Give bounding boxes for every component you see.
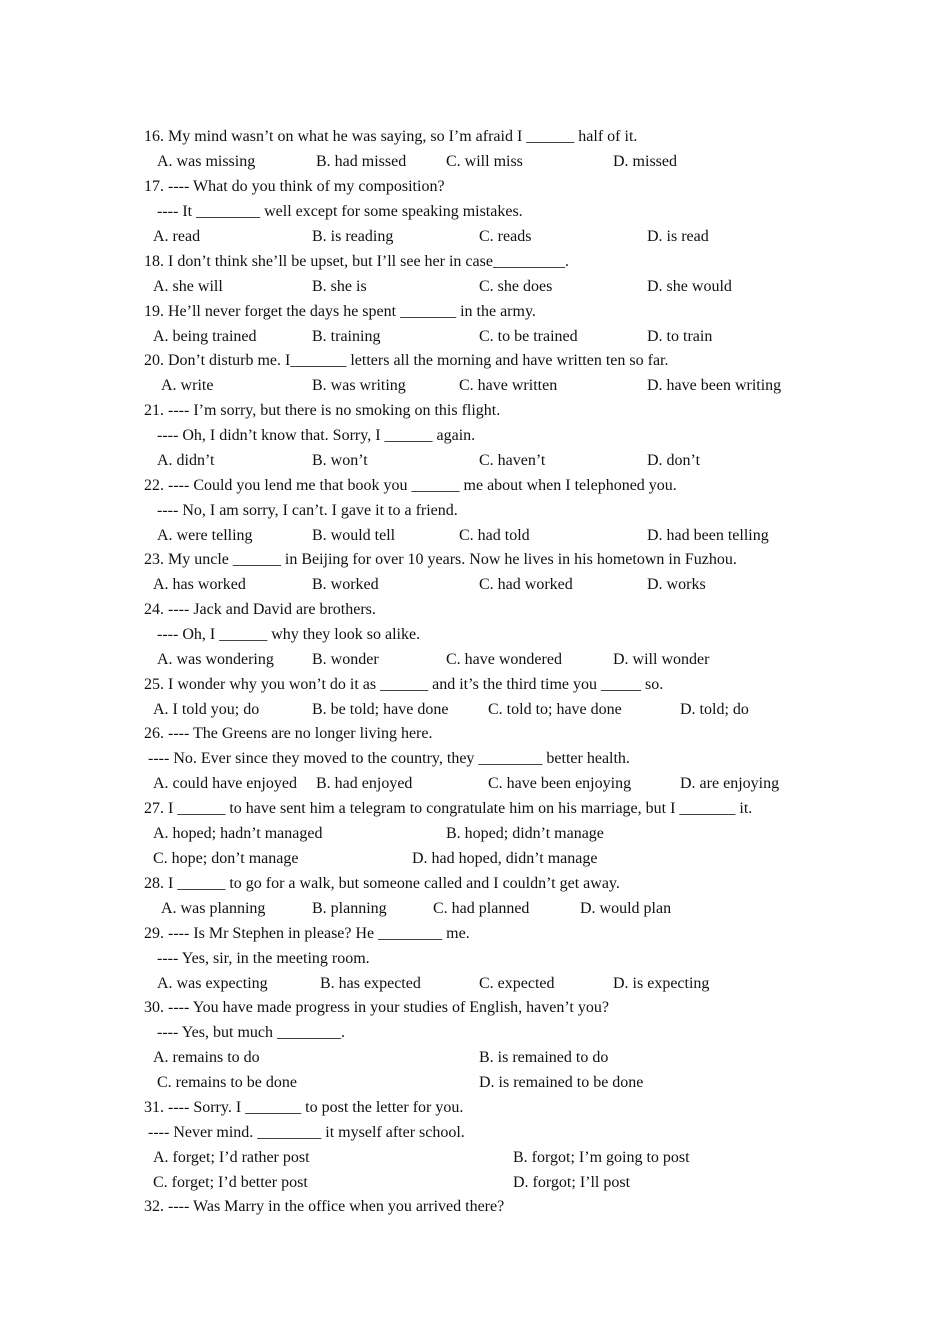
question-21-stem: 21. ---- I’m sorry, but there is no smoking on this flight. [144, 402, 501, 419]
question-31-stem: 31. ---- Sorry. I _______ to post the letter for you. [144, 1099, 464, 1116]
option-18-c: C. she does [479, 278, 553, 295]
option-29-c: C. expected [479, 975, 555, 992]
option-23-a: A. has worked [153, 576, 246, 593]
option-21-b: B. won’t [312, 452, 368, 469]
option-20-b: B. was writing [312, 377, 406, 394]
option-22-a: A. were telling [157, 527, 253, 544]
option-16-d: D. missed [613, 153, 677, 170]
question-30-response: ---- Yes, but much ________. [157, 1024, 345, 1041]
question-26-response: ---- No. Ever since they moved to the country, they ________ better health. [148, 750, 630, 767]
option-21-a: A. didn’t [157, 452, 215, 469]
question-27-stem: 27. I ______ to have sent him a telegram to congratulate him on his marriage, but I _______ it. [144, 800, 753, 817]
option-20-a: A. write [161, 377, 214, 394]
option-25-c: C. told to; have done [488, 701, 622, 718]
option-24-c: C. have wondered [446, 651, 562, 668]
question-21-response: ---- Oh, I didn’t know that. Sorry, I ______ again. [157, 427, 476, 444]
option-19-c: C. to be trained [479, 328, 578, 345]
question-19-stem: 19. He’ll never forget the days he spent _______ in the army. [144, 303, 536, 320]
question-28-stem: 28. I ______ to go for a walk, but someone called and I couldn’t get away. [144, 875, 620, 892]
question-18-stem: 18. I don’t think she’ll be upset, but I’ll see her in case_________. [144, 253, 569, 270]
option-28-a: A. was planning [161, 900, 266, 917]
option-16-a: A. was missing [157, 153, 256, 170]
question-20-stem: 20. Don’t disturb me. I_______ letters all the morning and have written ten so far. [144, 352, 669, 369]
option-31-b: B. forgot; I’m going to post [513, 1149, 690, 1166]
question-23-stem: 23. My uncle ______ in Beijing for over 10 years. Now he lives in his hometown in Fuzhou. [144, 551, 737, 568]
question-24-stem: 24. ---- Jack and David are brothers. [144, 601, 376, 618]
option-19-a: A. being trained [153, 328, 257, 345]
option-19-b: B. training [312, 328, 381, 345]
question-22-stem: 22. ---- Could you lend me that book you ______ me about when I telephoned you. [144, 477, 677, 494]
option-29-a: A. was expecting [157, 975, 268, 992]
question-32-stem: 32. ---- Was Marry in the office when you arrived there? [144, 1198, 505, 1215]
option-31-c: C. forget; I’d better post [153, 1174, 308, 1191]
option-19-d: D. to train [647, 328, 713, 345]
option-25-a: A. I told you; do [153, 701, 260, 718]
option-17-b: B. is reading [312, 228, 394, 245]
option-20-d: D. have been writing [647, 377, 782, 394]
option-28-d: D. would plan [580, 900, 672, 917]
option-26-d: D. are enjoying [680, 775, 780, 792]
option-23-b: B. worked [312, 576, 379, 593]
option-22-d: D. had been telling [647, 527, 769, 544]
option-18-a: A. she will [153, 278, 223, 295]
option-21-c: C. haven’t [479, 452, 546, 469]
option-23-d: D. works [647, 576, 706, 593]
option-30-b: B. is remained to do [479, 1049, 609, 1066]
option-31-d: D. forgot; I’ll post [513, 1174, 631, 1191]
option-16-c: C. will miss [446, 153, 523, 170]
option-26-c: C. have been enjoying [488, 775, 632, 792]
option-30-a: A. remains to do [153, 1049, 260, 1066]
option-26-a: A. could have enjoyed [153, 775, 297, 792]
option-17-d: D. is read [647, 228, 709, 245]
option-27-a: A. hoped; hadn’t managed [153, 825, 323, 842]
option-30-d: D. is remained to be done [479, 1074, 644, 1091]
option-31-a: A. forget; I’d rather post [153, 1149, 310, 1166]
question-29-stem: 29. ---- Is Mr Stephen in please? He ________ me. [144, 925, 470, 942]
question-29-response: ---- Yes, sir, in the meeting room. [157, 950, 370, 967]
option-25-d: D. told; do [680, 701, 749, 718]
option-18-b: B. she is [312, 278, 367, 295]
question-24-response: ---- Oh, I ______ why they look so alike. [157, 626, 421, 643]
question-17-response: ---- It ________ well except for some speaking mistakes. [157, 203, 523, 220]
option-28-b: B. planning [312, 900, 387, 917]
option-24-b: B. wonder [312, 651, 379, 668]
option-17-c: C. reads [479, 228, 532, 245]
option-27-d: D. had hoped, didn’t manage [412, 850, 598, 867]
option-21-d: D. don’t [647, 452, 701, 469]
option-27-b: B. hoped; didn’t manage [446, 825, 604, 842]
option-29-d: D. is expecting [613, 975, 710, 992]
option-30-c: C. remains to be done [157, 1074, 297, 1091]
question-30-stem: 30. ---- You have made progress in your studies of English, haven’t you? [144, 999, 609, 1016]
option-27-c: C. hope; don’t manage [153, 850, 299, 867]
option-23-c: C. had worked [479, 576, 573, 593]
option-24-a: A. was wondering [157, 651, 274, 668]
option-16-b: B. had missed [316, 153, 407, 170]
question-17-stem: 17. ---- What do you think of my composition? [144, 178, 445, 195]
option-22-c: C. had told [459, 527, 530, 544]
option-26-b: B. had enjoyed [316, 775, 413, 792]
question-31-response: ---- Never mind. ________ it myself after school. [148, 1124, 465, 1141]
option-20-c: C. have written [459, 377, 558, 394]
question-26-stem: 26. ---- The Greens are no longer living here. [144, 725, 433, 742]
option-22-b: B. would tell [312, 527, 396, 544]
question-25-stem: 25. I wonder why you won’t do it as ______ and it’s the third time you _____ so. [144, 676, 664, 693]
option-25-b: B. be told; have done [312, 701, 449, 718]
question-16-stem: 16. My mind wasn’t on what he was saying, so I’m afraid I ______ half of it. [144, 128, 638, 145]
option-18-d: D. she would [647, 278, 732, 295]
question-22-response: ---- No, I am sorry, I can’t. I gave it to a friend. [157, 502, 458, 519]
option-28-c: C. had planned [433, 900, 530, 917]
option-24-d: D. will wonder [613, 651, 710, 668]
option-17-a: A. read [153, 228, 201, 245]
option-29-b: B. has expected [320, 975, 421, 992]
